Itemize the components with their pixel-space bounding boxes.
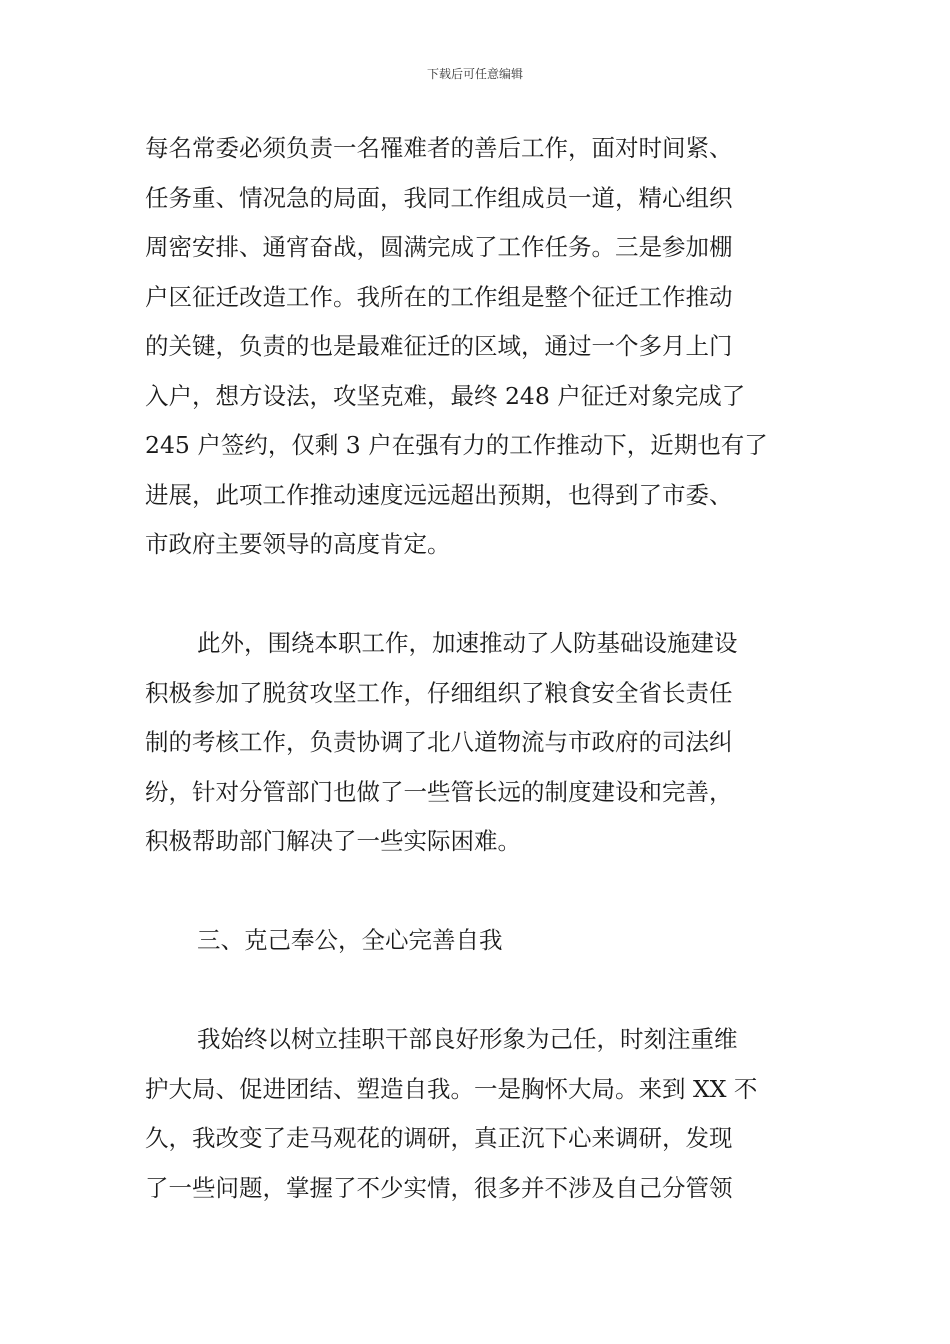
page-header-note: 下载后可任意编辑 (426, 67, 523, 81)
paragraph-spacer (145, 966, 807, 1016)
paragraph-spacer (145, 570, 807, 620)
text-line: 护大局、促进团结、塑造自我。一是胸怀大局。来到 XX 不 (145, 1074, 758, 1103)
text-line: 每名常委必须负责一名罹难者的善后工作，面对时间紧、 (145, 134, 733, 162)
paragraph-other-work (145, 619, 807, 867)
text-line: 周密安排、通宵奋战，圆满完成了工作任务。三是参加棚 (145, 233, 733, 261)
text-line: 任务重、情况急的局面，我同工作组成员一道，精心组织 (145, 183, 733, 212)
text-line: 户区征迁改造工作。我所在的工作组是整个征迁工作推动 (145, 282, 733, 311)
text-line: 纷，针对分管部门也做了一些管长远的制度建设和完善， (145, 777, 733, 806)
text-line: 积极帮助部门解决了一些实际困难。 (145, 827, 521, 855)
text-line: 积极参加了脱贫攻坚工作，仔细组织了粮食安全省长责任 (145, 678, 733, 707)
text-line: 245 户签约，仅剩 3 户在强有力的工作推动下，近期也有了 (145, 431, 768, 459)
paragraph-self-improvement (145, 1015, 807, 1213)
section-heading-text: 三、克己奉公，全心完善自我 (197, 926, 503, 954)
paragraph-spacer (145, 867, 807, 917)
paragraph-resettlement (145, 124, 807, 570)
text-line: 此外，围绕本职工作，加速推动了人防基础设施建设 (197, 629, 738, 657)
text-line: 进展，此项工作推动速度远远超出预期，也得到了市委、 (145, 480, 733, 509)
document-body (145, 124, 807, 1213)
text-line: 市政府主要领导的高度肯定。 (145, 530, 451, 558)
text-line: 的关键，负责的也是最难征迁的区域，通过一个多月上门 (145, 332, 733, 360)
text-line: 入户，想方设法，攻坚克难，最终 248 户征迁对象完成了 (145, 381, 746, 410)
text-line: 制的考核工作，负责协调了北八道物流与市政府的司法纠 (145, 728, 733, 756)
section-heading (145, 916, 807, 966)
text-line: 我始终以树立挂职干部良好形象为己任，时刻注重维 (197, 1025, 738, 1053)
text-line: 了一些问题，掌握了不少实情，很多并不涉及自己分管领 (145, 1173, 733, 1202)
text-line: 久，我改变了走马观花的调研，真正沉下心来调研，发现 (145, 1124, 733, 1152)
